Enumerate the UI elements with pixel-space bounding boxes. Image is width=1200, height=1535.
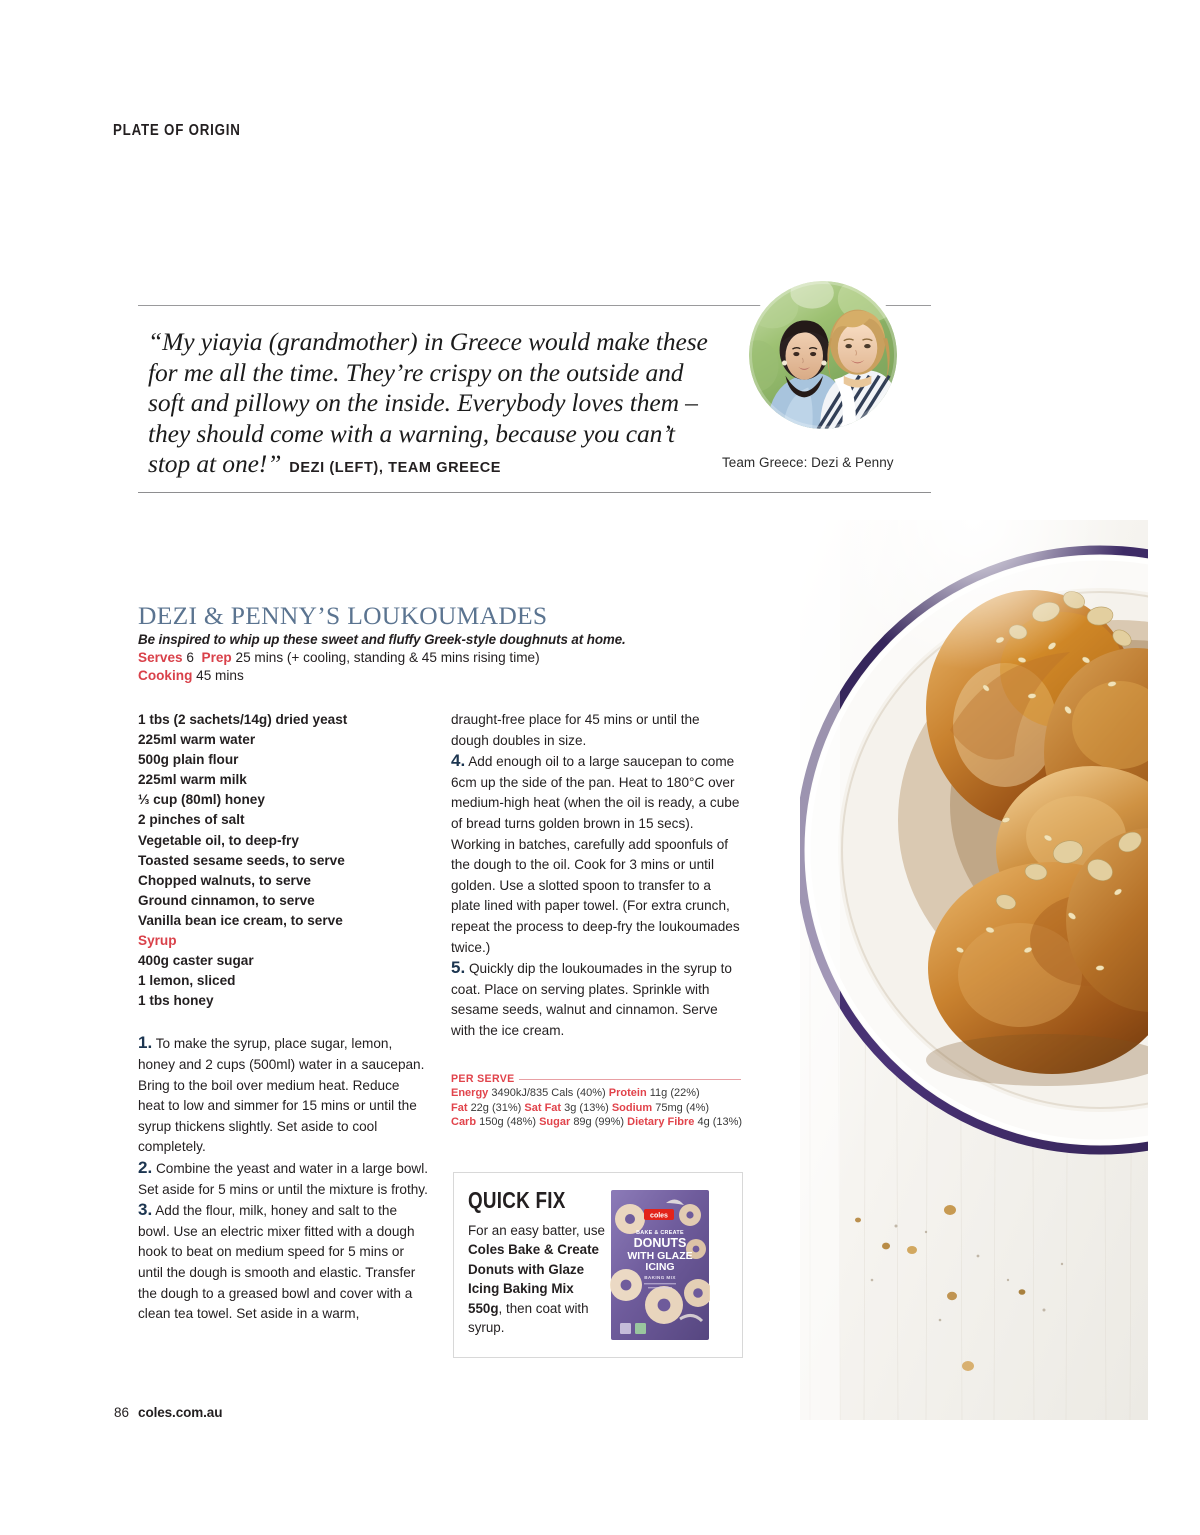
- step-number: 3.: [138, 1200, 153, 1220]
- nutrition-key: Energy: [451, 1087, 489, 1100]
- nutrition-value: 4g (13%): [697, 1116, 743, 1129]
- quick-fix-product-name: Coles Bake & Create Donuts with Glaze Icing Baking Mix 550g: [468, 1242, 599, 1316]
- nutrition-key: Sat Fat: [524, 1101, 562, 1114]
- quick-fix-body-before: For an easy batter, use: [468, 1223, 605, 1238]
- nutrition-value: 3g (13%): [564, 1101, 609, 1114]
- recipe-title: DEZI & PENNY’S LOUKOUMADES: [138, 601, 548, 630]
- step-number: 5.: [451, 958, 466, 978]
- step-text: Add the flour, milk, honey and salt to the bowl. Use an electric mixer fitted with a dough hook to beat on medium speed for 5 mins or until the dough is smooth and elastic. Transfer the dough to a greased bowl and cover with a clean tea towel. Set aside in a warm,: [138, 1203, 416, 1322]
- svg-text:WITH GLAZE: WITH GLAZE: [627, 1250, 693, 1262]
- method-step-2: [138, 1158, 428, 1200]
- ingredient-item: ⅓ cup (80ml) honey: [138, 792, 265, 808]
- svg-text:ICING: ICING: [645, 1261, 675, 1273]
- loukoumades-food-photo: [800, 520, 1148, 1420]
- pull-quote-text: “My yiayia (grandmother) in Greece would make these for me all the time. They’re crispy on the outside and soft and pillowy on the inside. Everybody loves them – they should come with a warning, because you can’t stop at one!”: [148, 327, 708, 478]
- cooking-value: 45 mins: [196, 668, 244, 683]
- ingredient-item: Ground cinnamon, to serve: [138, 892, 315, 908]
- method-step-4: [451, 751, 741, 958]
- cooking-label: Cooking: [138, 668, 193, 683]
- step-text: Combine the yeast and water in a large bowl. Set aside for 5 mins or until the mixture is frothy.: [138, 1160, 428, 1197]
- nutrition-line: [451, 1086, 741, 1100]
- quick-fix-title: QUICK FIX: [468, 1187, 566, 1213]
- quick-fix-text: [454, 1173, 606, 1357]
- pull-quote: [148, 327, 708, 484]
- left-column: [138, 710, 428, 1325]
- step-number: 4.: [451, 751, 466, 771]
- nutrition-key: Sugar: [539, 1116, 571, 1129]
- ingredient-item: Vanilla bean ice cream, to serve: [138, 912, 343, 928]
- page-number: 86: [114, 1405, 130, 1420]
- ingredient-item: 225ml warm water: [138, 732, 256, 748]
- nutrition-key: Fat: [451, 1101, 468, 1114]
- ingredient-item: Vegetable oil, to deep-fry: [138, 832, 299, 848]
- nutrition-line: [451, 1115, 741, 1129]
- ingredient-item: 2 pinches of salt: [138, 812, 245, 828]
- pull-quote-attribution: DEZI (LEFT), TEAM GREECE: [289, 460, 502, 476]
- nutrition-value: 11g (22%): [649, 1087, 700, 1100]
- ingredient-item: 1 lemon, sliced: [138, 973, 236, 989]
- svg-text:BAKING MIX: BAKING MIX: [644, 1275, 676, 1280]
- serves-label: Serves: [138, 650, 183, 665]
- ingredient-item: 1 tbs honey: [138, 993, 214, 1009]
- method-step-3: [138, 1200, 428, 1325]
- recipe-meta-cooking: [138, 668, 244, 683]
- portrait-caption: Team Greece: Dezi & Penny: [722, 455, 894, 470]
- website-url: coles.com.au: [138, 1405, 223, 1420]
- ingredient-item: 400g caster sugar: [138, 953, 254, 969]
- quick-fix-body: [468, 1221, 606, 1337]
- prep-label: Prep: [201, 650, 232, 665]
- method-step-5: [451, 958, 741, 1041]
- nutrition-heading-label: PER SERVE: [451, 1073, 515, 1085]
- method-step-3-continued: draught-free place for 45 mins or until the dough doubles in size.: [451, 712, 700, 748]
- step-text: Add enough oil to a large saucepan to come 6cm up the side of the pan. Heat to 180°C over medium-high heat (when the oil is ready, a cube of bread turns golden brown in 15 secs). Working in batches, carefully add spoonfuls of the dough to the oil. Cook for 3 mins or until golden. Use a slotted spoon to transfer to a plate lined with paper towel. (For extra crunch, repeat the process to deep-fry the loukoumades twice.): [451, 754, 740, 955]
- ingredients-subheading-syrup: Syrup: [138, 933, 177, 949]
- nutrition-value: 150g (48%): [479, 1116, 536, 1129]
- ingredient-item: 1 tbs (2 sachets/14g) dried yeast: [138, 712, 348, 727]
- recipe-meta-serves-prep: [138, 650, 540, 665]
- step-text: To make the syrup, place sugar, lemon, honey and 2 cups (500ml) water in a saucepan. Bring to the boil over medium heat. Reduce heat to low and simmer for 15 mins or until the syrup thickens slightly. Set aside to cool completely.: [138, 1036, 425, 1155]
- nutrition-value: 22g (31%): [470, 1101, 522, 1114]
- nutrition-heading-rule: [519, 1079, 741, 1080]
- right-column: [451, 710, 741, 1042]
- nutrition-panel: [451, 1072, 741, 1130]
- running-head: PLATE OF ORIGIN: [113, 122, 241, 139]
- portrait-image: [749, 281, 897, 429]
- quick-fix-body-after: , then coat with syrup.: [468, 1300, 589, 1336]
- serves-value: 6: [186, 650, 194, 665]
- nutrition-key: Protein: [608, 1087, 647, 1100]
- recipe-standfirst: Be inspired to whip up these sweet and fluffy Greek-style doughnuts at home.: [138, 632, 626, 647]
- step-number: 1.: [138, 1033, 153, 1053]
- svg-text:BAKE & CREATE: BAKE & CREATE: [636, 1230, 684, 1236]
- step-text: Quickly dip the loukoumades in the syrup to coat. Place on serving plates. Sprinkle with sesame seeds, walnut and cinnamon. Serve with the ice cream.: [451, 961, 732, 1038]
- quick-fix-product-image: [606, 1173, 716, 1357]
- nutrition-key: Sodium: [611, 1101, 653, 1114]
- ingredient-item: Chopped walnuts, to serve: [138, 872, 311, 888]
- ingredient-item: 225ml warm milk: [138, 772, 247, 788]
- page-footer: [114, 1405, 222, 1420]
- quick-fix-box: [453, 1172, 743, 1358]
- prep-value: 25 mins (+ cooling, standing & 45 mins rising time): [235, 650, 540, 665]
- ingredients-list: [138, 710, 428, 1011]
- nutrition-heading: [451, 1072, 741, 1086]
- svg-text:coles: coles: [650, 1212, 668, 1220]
- nutrition-key: Carb: [451, 1116, 477, 1129]
- nutrition-value: 89g (99%): [573, 1116, 625, 1129]
- team-greece-portrait: [743, 275, 903, 435]
- step-number: 2.: [138, 1157, 153, 1177]
- method-steps-left: [138, 1033, 428, 1324]
- method-step-1: [138, 1033, 428, 1158]
- nutrition-line: [451, 1101, 741, 1115]
- svg-text:DONUTS: DONUTS: [633, 1236, 687, 1250]
- nutrition-value: 3490kJ/835 Cals (40%): [491, 1087, 606, 1100]
- ingredient-item: Toasted sesame seeds, to serve: [138, 852, 345, 868]
- quote-rule-bottom: [138, 492, 931, 493]
- ingredient-item: 500g plain flour: [138, 752, 239, 768]
- nutrition-value: 75mg (4%): [655, 1101, 710, 1114]
- nutrition-key: Dietary Fibre: [627, 1116, 695, 1129]
- method-steps-right: [451, 710, 741, 1042]
